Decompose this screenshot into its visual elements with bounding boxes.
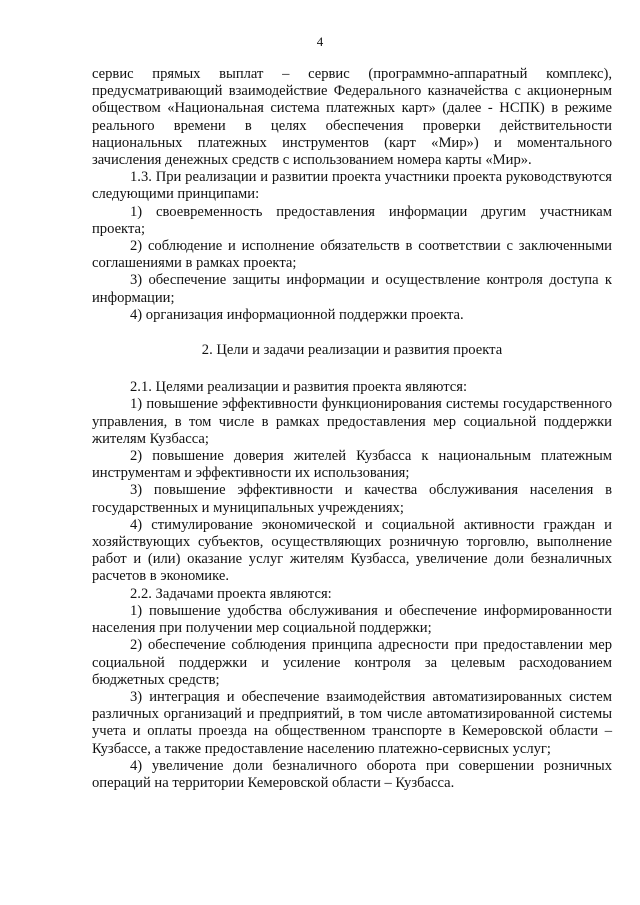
task-item: 4) увеличение доли безналичного оборота при совершении розничных операций на территории Кемеровской области – Кузбасса. (92, 757, 612, 791)
goal-item: 1) повышение эффективности функционирования системы государственного управления, в том числе в рамках предоставления мер социальной поддержки жителям Кузбасса; (92, 396, 612, 447)
definition-continuation: сервис прямых выплат – сервис (программно-аппаратный комплекс), предусматривающий взаимодействие Федерального казначейства с акционерным обществом «Национальная система платежных карт» (далее - НСПК) в режиме реального времени в целях обеспечения проверки действительности национальных платежных инструментов (карт «Мир») и моментального зачисления денежных средств с использованием номера карты «Мир». (92, 66, 612, 169)
clause-2-2: 2.2. Задачами проекта являются: (130, 585, 332, 602)
principle-item: 1) своевременность предоставления информации другим участникам проекта; (92, 203, 612, 237)
principle-item: 2) соблюдение и исполнение обязательств в соответствии с заключенными соглашениями в рамках проекта; (92, 238, 612, 272)
task-item: 1) повышение удобства обслуживания и обеспечение информированности населения при получении мер социальной поддержки; (92, 602, 612, 637)
principle-item: 3) обеспечение защиты информации и осуществление контроля доступа к информации; (92, 272, 612, 306)
page-number: 4 (316, 34, 324, 49)
task-item: 3) интеграция и обеспечение взаимодействия автоматизированных систем различных организаций и предприятий, в том числе автоматизированной системы учета и оплаты проезда на общественном транспорте в Кемеровской области – Кузбассе, а также предоставление населению платежно-сервисных услуг; (92, 688, 612, 757)
clause-2-1: 2.1. Целями реализации и развития проекта являются: (130, 379, 468, 396)
clause-1-3: 1.3. При реализации и развитии проекта участники проекта руководствуются следующими принципами: (92, 169, 612, 203)
goal-item: 2) повышение доверия жителей Кузбасса к национальным платежным инструментам и эффективности их использования; (92, 448, 612, 482)
section-2-heading: 2. Цели и задачи реализации и развития проекта (201, 342, 503, 359)
task-item: 2) обеспечение соблюдения принципа адресности при предоставлении мер социальной поддержки и усиление контроля за целевым расходованием бюджетных средств; (92, 637, 612, 688)
goal-item: 4) стимулирование экономической и социальной активности граждан и хозяйствующих субъектов, осуществляющих розничную торговлю, выполнение работ и (или) оказание услуг жителям Кузбасса, увеличение доли безналичных расчетов в экономике. (92, 516, 612, 585)
principle-item: 4) организация информационной поддержки проекта. (130, 306, 464, 323)
goal-item: 3) повышение эффективности и качества обслуживания населения в государственных и муниципальных учреждениях; (92, 482, 612, 516)
document-body (92, 66, 612, 792)
